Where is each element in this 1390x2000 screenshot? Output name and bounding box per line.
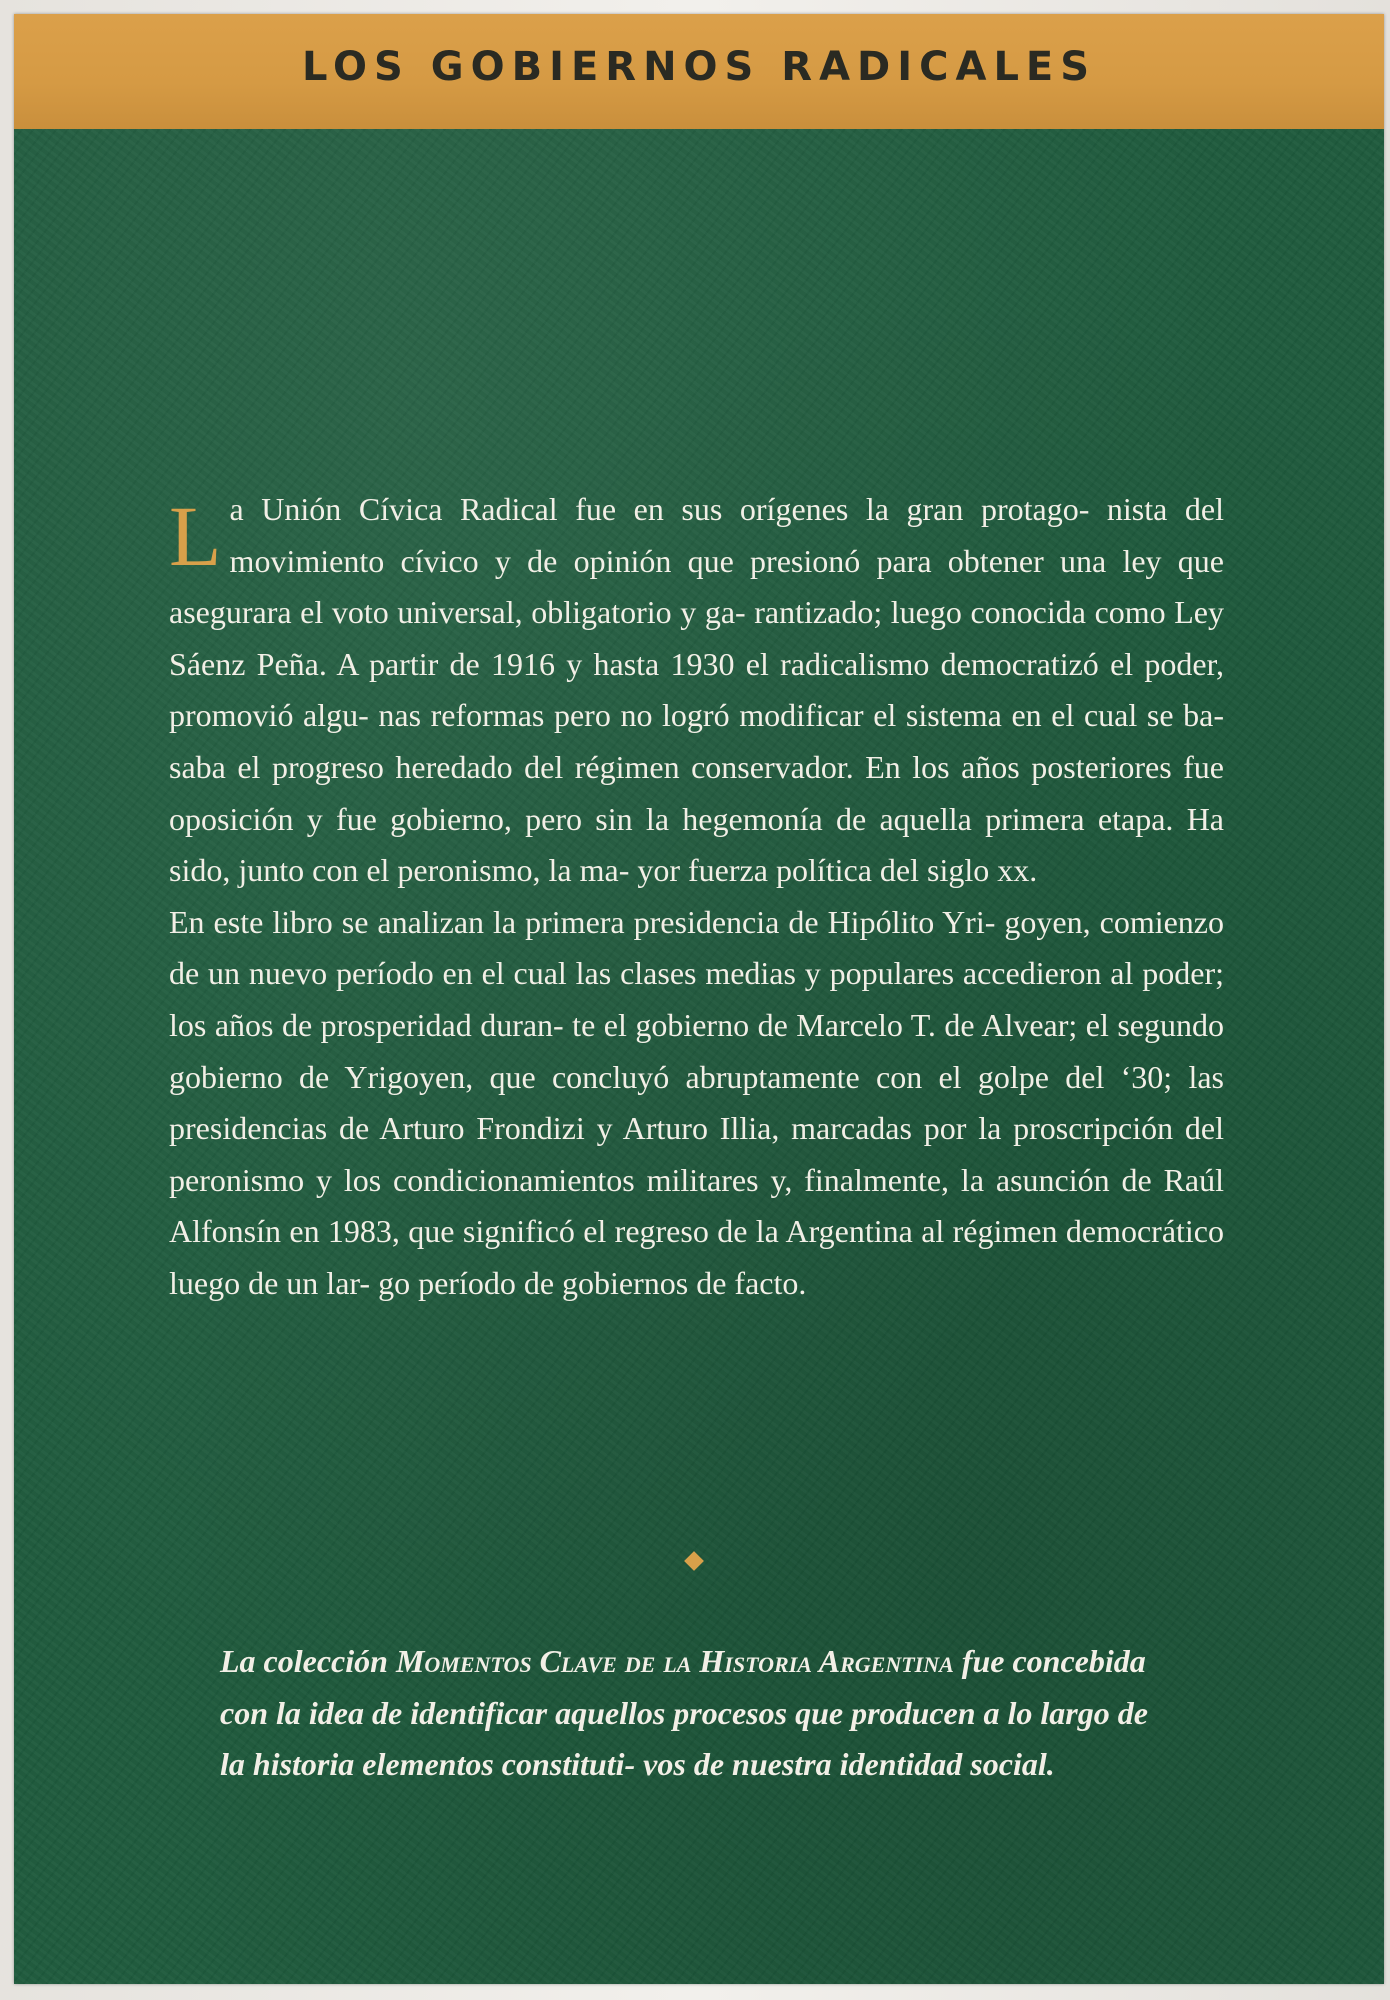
collection-note [220, 1636, 1180, 1791]
book-back-cover [14, 14, 1384, 1984]
synopsis-paragraph-1-text: a Unión Cívica Radical fue en sus orígenes la gran protago- nista del movimiento cívico y de opinión que presionó para obtener una ley que asegurara el voto universal, obligatorio y ga- rantizado; luego conocida como Ley Sáenz Peña. A partir de 1916 y hasta 1930 el radicalismo democratizó el poder, promovió algu- nas reformas pero no logró modificar el sistema en el cual se ba- saba el progreso heredado del régimen conservador. En los años posteriores fue oposición y fue gobierno, pero sin la hegemonía de aquella primera etapa. Ha sido, junto con el peronismo, la ma- yor fuerza política del siglo xx. [169, 491, 1224, 889]
synopsis-paragraph-2: En este libro se analizan la primera presidencia de Hipólito Yri- goyen, comienzo de un nuevo período en el cual las clases medias y populares accedieron al poder; los años de prosperidad duran- te el gobierno de Marcelo T. de Alvear; el segundo gobierno de Yrigoyen, que concluyó abruptamente con el golpe del ‘30; las presidencias de Arturo Frondizi y Arturo Illia, marcadas por la proscripción del peronismo y los condicionamientos militares y, finalmente, la asunción de Raúl Alfonsín en 1983, que significó el regreso de la Argentina al régimen democrático luego de un lar- go período de gobiernos de facto. [169, 903, 1224, 1301]
drop-cap: L [169, 488, 222, 584]
book-title: LOS GOBIERNOS RADICALES [301, 44, 1097, 90]
collection-note-suffix: fue concebida con la idea de identificar aquellos procesos que producen a lo largo de la historia elementos constituti- vos de nuestra identidad social. [220, 1643, 1148, 1782]
synopsis-paragraph-1 [169, 484, 1224, 897]
title-band [14, 14, 1384, 129]
diamond-ornament-icon [684, 1551, 704, 1571]
synopsis [169, 484, 1224, 1310]
collection-note-prefix: La colección [220, 1643, 396, 1679]
collection-series-name: Momentos Clave de la Historia Argentina [395, 1643, 954, 1679]
